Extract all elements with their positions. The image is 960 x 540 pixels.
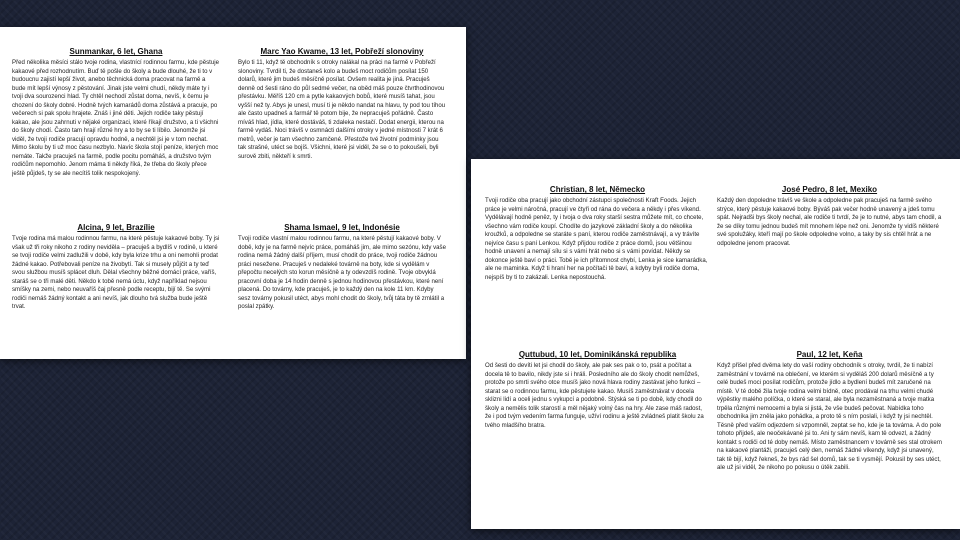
profile-title: Shama Ismael, 9 let, Indonésie [284,223,400,232]
profile-marc-yao-kwame [238,47,446,161]
profile-title: Paul, 12 let, Keňa [796,350,863,359]
profile-text: Tvoji rodiče vlastní malou rodinnou farmu, na které pěstují kakaové boby. V době, kdy je na farmě nejvíc práce, pomáháš jim, ale mimo sezónu, kdy vaše rodina nemá žádný další příjem, musí chodit do práce, tvoji rodiče žádnou práci nesežene. Pracuješ v nedaleké továrně na boty, kde si vydělám v přepočtu necelých sto korun měsíčně a ty odevzdíš rodině. Tvoje obvyklá pracovní doba je 14 hodin denně s jednou hodinovou přestávkou, které není placená. Do továrny, kde pracuješ, je to každý den na kole 11 km. Kdyby sesz továrny pokusil utéct, abys mohl chodit do školy, tvůj táta by tě zmlátil a poslal zpátky. [238,235,446,310]
profile-sunmankar [12,47,220,178]
profile-text: Bylo ti 11, když tě obchodník s otroky nalákal na práci na farmě v Pobřeží slonoviny. Tvrdil ti, že dostaneš kolo a budeš moct rodičům posílat 150 dolarů, které jim budeš měsíčně posílat. Ovšem realita je jiná. Pracuješ denně od šesti ráno do půl sedmé večer, na oběd máš pouze čtvrthodinovou přestávku. Měříš 120 cm a pytle kakaových bobů, které musíš tahat, jsou vyšší než ty. Abys je unesl, musí ti je někdo nandat na hlavu, ty pod tou tíhou ale často upadneš a farmář tě potom bije, že nepracuješ pořádně. Často míváš hlad, jídla, které dostáváš, ti zdaleka nestačí. Dodat energii, kterou na farmě vydáš. Noci trávíš v osmnácti dalšími otroky v jedné místnosti 7 krát 6 metrů, večer je tam všechno zamčené. Přestože tvé životní podmínky jsou tak strašné, utéct se bojíš. Všichni, které jsi viděl, že se o to pokoušeli, byli surově zbiti, někteří k smrti. [238,59,446,160]
profile-alcina [12,223,220,312]
profile-quttubud [485,350,710,430]
profile-title: Christian, 8 let, Německo [549,185,646,194]
profile-text: Tvoji rodiče oba pracují jako obchodní zástupci společnosti Kraft Foods. Jejich práce je velmi náročná, pracují ve čtyři od rána do večera a někdy i přes víkend. Vydělávají hodně peněz, ty i tvoja o dva roky starší sestra můžete mít, co chcete, všechno vám rodiče koupí. Chodíte do jazykové základní školy a do několika kroužků, a odpoledne se staráte s paní, kterou rodiče zaměstnávají, a vy trávíte nejvíce času s paní Lenkou. Když přijdou rodiče z práce domů, jsou většinou hodně unavení a nemají sílu si s vámi hrát nebo si s vámi povídat. Někdy se dokonce ještě baví o práci. Tobě je ich přítomnost chybí, Lenka je sice kamarádka, ale ne maminka. Když ti hraní her na počítači tě baví, a kdyby byli rodiče doma, nejspíš by ti to zakázali. Lenka nepostouchá. [485,197,708,281]
profile-paul [717,350,942,473]
profile-text: Tvoje rodina má malou rodinnou farmu, na které pěstuje kakaové boby. Ty jsi však už tři roky nikoho z rodiny neviděla – pracuješ a bydlíš v rodině, u které se tvoji rodiče velmi zadlužili v době, kdy byla krize trhu a oni nemohli prodat žádné kakao. Potřebovali peníze na živobytí. Tak si musely půjčit a ty teď svou službou musíš splácet dluh. Dělal všechny běžné domácí práce, vaříš, staráš se o tři malé děti. Někdo k tobě nemá úctu, když například nejsou smíšky na zemi, nebo neuvaříš čaj přesně podle receptu, bijí tě. Se svými rodiči nemáš žádný kontakt a ani nevíš, jak dlouho tvá služba bude ještě trvat. [12,235,220,310]
profile-text: Každý den dopoledne trávíš ve škole a odpoledne pak pracuješ na farmě svého strýce, který pěstuje kakaové boby. Býváš pak večer hodně unavený a jdeš tomu spát. Nejradši bys školy nechal, ale rodiče ti tvrdí, že je to nutné, abys tam chodil, a že se díky tomu jednou budeš mít mnohem lépe než oni. Jenomže ty vidíš některé své spolužáky, kteří mají po škole odpoledne volno, a taky by sis chtěl hrát a ne odpoledne jenom pracovat. [717,197,942,247]
profile-title: Sunmankar, 6 let, Ghana [69,47,163,56]
left-document-sheet [0,27,466,359]
profile-text: Když přišel před dvěma lety do vaší rodiny obchodník s otroky, tvrdil, že ti nabízí zaměstnání v továrně na oblečení, ve kterém si vyděláš 200 dolarů měsíčně a ty celé budeš moci posílat rodičům, protože jídlo a bydlení budeš mít zaručené na místě. V té době žila tvoje rodina velmi bídně, otec prodával na trhu velmi chudé výpěstky malého políčka, o které se staral, ale byla nezaměstnaná a tvoje matka trpěla různými nemocemi a byla si jistá, že vše budeš pečovat. Nabídka toho obchodníka jim zněla jako pohádka, a proto tě s ním poslali, i když ty jsi nechtěl. Těsně před vaším odjezdem si vzpomněl, zeptat se ho, kde je ta továrna. A do pole tohoto přijdeš, ale neočekávané jsi to. Ani ty sám nevíš, kam tě odvezl, a žádný kontakt s rodiči od té doby nemáš. Místo zaměstnancem v továrně ses stal otrokem na kakaové plantáži, pracuješ celý den, nemáš žádné víkendy, když jsi unavený, tak tě bijí, když řekneš, že bys rád šel domů, tak se ti vysmějí. Pokusil by ses utéct, ale už jsi viděl, že nikoho po pokusu o útěk zabili. [717,362,942,471]
profile-jose-pedro [717,185,942,248]
profile-christian [485,185,710,282]
profile-title: Quttubud, 10 let, Dominikánská republika [518,350,677,359]
profile-shama-ismael [238,223,446,312]
profile-title: Marc Yao Kwame, 13 let, Pobřeží slonoviny [260,47,424,56]
profile-title: Alcina, 9 let, Brazílie [77,223,155,232]
right-document-sheet [471,159,960,529]
profile-text: Před několika měsíci stálo tvoje rodina, vlastnící rodinnou farmu, kde pěstuje kakaové před rozhodnutím. Buď tě pošle do školy a bude dlouhé, že ti to v budoucnu zajistí lepší život, anebo těchnická doma pracovat na farmě a bude mít lepší výnosy z pěstování. Jinak jste velmi chudí, někdy máte ty i tvoji dva sourozenci hlad. Ty chtěl nechodí zůstat doma, nevíš, k čemu je chození do školy dobré. Hodně tvých kamarádů doma zůstává a pracuje, po večerech si pak spolu hrajete. Znáš i jiné děti. Jejich rodiče taky pěstují kakao, ale jsou zahrnuti v nějaké organizaci, které říkají družstvo, a ti všichni do školy chodí. Často tam hrají různé hry a to by se ti líbilo. Jenomže jsi viděl, že tvoji rodiče pracují opravdu hodně, a nechtěl jsi je v tom nechat. Mimo školu by ti už moc času nezbylo. Navíc škola stojí peníze, kterých moc nemáte. Takže pracuješ na farmě, podle pocitu pomáháš, a družstvo tvým rodičům nepomohlo. Jenom máma ti někdy říká, že třeba do školy přece ještě půjdeš, ty se ale necítíš tolik nespokojený. [12,59,219,177]
profile-title: José Pedro, 8 let, Mexiko [781,185,878,194]
profile-text: Od šesti do devíti let jsi chodil do školy, ale pak ses pak o to, psát a počítat a docela tě to bavilo, nikdy jste si i hráli. Posledního ale do školy chodit nemůžeš, protože po smrti svého otce musíš jako nová hlava rodiny zastávat jeho funkci – starat se o rodinnou farmu, kde pěstujete kakao. Musíš zaměstnávat v docela sklizni lidí a oceli jednu s vykupcí a podobně. Stýská se ti po době, kdy chodil do školy a nemělis tolik starostí a měl nějaký volný čas na hry. Ale zase máš radost, že i pod tvým vedením farma funguje, užíví rodinu a ještě zvládneš platit školu za tvého mladšího bratra. [485,362,704,429]
